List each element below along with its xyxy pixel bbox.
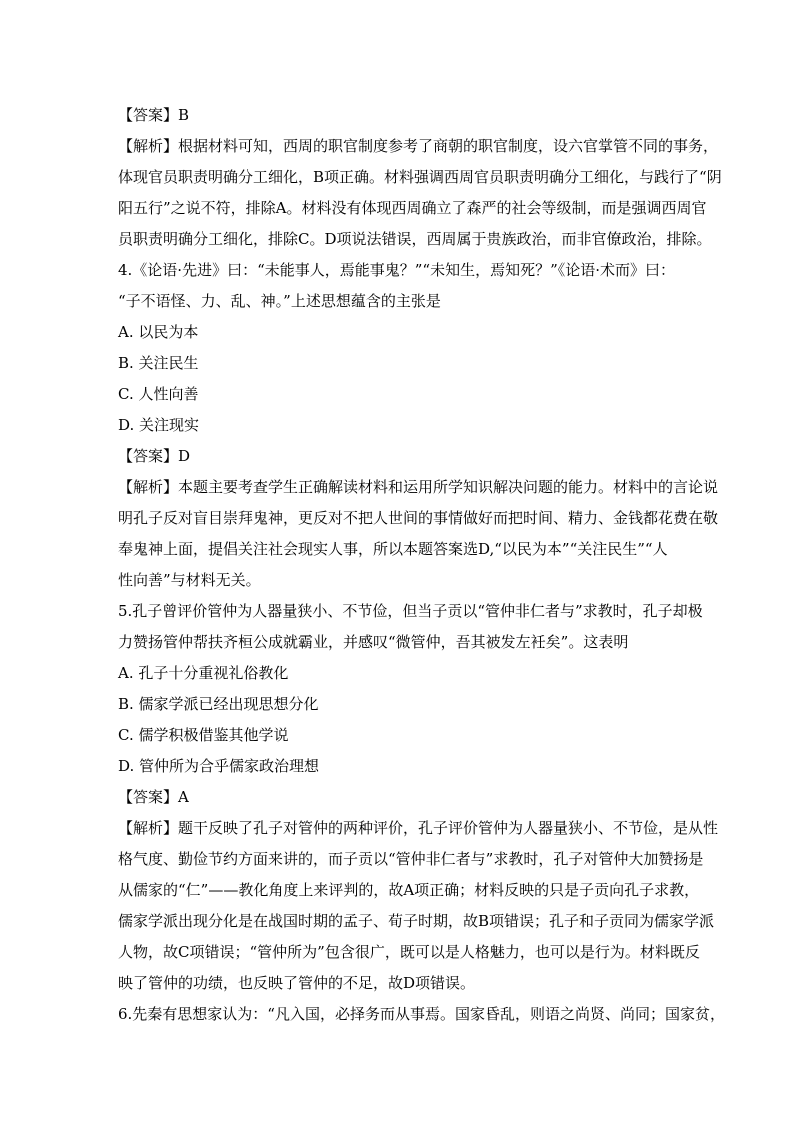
answer-line: 【答案】D [118,447,191,465]
question-5-option-b: B. 儒家学派已经出现思想分化 [118,695,319,713]
analysis-line: 格气度、勤俭节约方面来讲的，而子贡以“管仲非仁者与”求教时，孔子对管仲大加赞扬是 [118,850,704,868]
analysis-line: 奉鬼神上面，提倡关注社会现实人事，所以本题答案选D,“以民为本”“关注民生”“人 [118,540,668,558]
analysis-line: 儒家学派出现分化是在战国时期的孟子、荀子时期，故B项错误；孔子和子贡同为儒家学派 [118,912,715,930]
analysis-line: 阳五行”之说不符，排除A。材料没有体现西周确立了森严的社会等级制，而是强调西周官 [118,199,707,217]
analysis-line: 性向善”与材料无关。 [118,571,261,589]
analysis-line: 【解析】题干反映了孔子对管仲的两种评价，孔子评价管仲为人器量狭小、不节俭，是从性 [118,819,719,837]
question-5-option-d: D. 管仲所为合乎儒家政治理想 [118,757,320,775]
question-4-stem: 4.《论语·先进》曰：“未能事人，焉能事鬼？”“未知生，焉知死？”《论语·术而》曰： [118,261,676,279]
answer-line: 【答案】A [118,788,189,806]
answer-line: 【答案】B [118,106,190,124]
question-4-stem: “子不语怪、力、乱、神。”上述思想蕴含的主张是 [118,292,441,310]
question-4-option-b: B. 关注民生 [118,354,199,372]
analysis-line: 映了管仲的功绩，也反映了管仲的不足，故D项错误。 [118,974,476,992]
analysis-line: 从儒家的“仁”——教化角度上来评判的，故A项正确；材料反映的只是子贡向孔子求教， [118,881,700,899]
analysis-line: 明孔子反对盲目崇拜鬼神，更反对不把人世间的事情做好而把时间、精力、金钱都花费在敬 [118,509,719,527]
analysis-line: 【解析】根据材料可知，西周的职官制度参考了商朝的职官制度，设六官掌管不同的事务， [118,137,719,155]
question-4-option-a: A. 以民为本 [118,323,199,341]
analysis-line: 体现官员职责明确分工细化，B项正确。材料强调西周官员职责明确分工细化，与践行了“阴 [118,168,722,186]
question-4-option-c: C. 人性向善 [118,385,199,403]
analysis-line: 人物，故C项错误；“管仲所为”包含很广，既可以是人格魅力，也可以是行为。材料既反 [118,943,700,961]
analysis-line: 员职责明确分工细化，排除C。D项说法错误，西周属于贵族政治，而非官僚政治，排除。 [118,230,712,248]
question-4-option-d: D. 关注现实 [118,416,200,434]
question-5-option-a: A. 孔子十分重视礼俗教化 [118,664,289,682]
analysis-line: 【解析】本题主要考查学生正确解读材料和运用所学知识解决问题的能力。材料中的言论说 [118,478,719,496]
question-5-stem: 5.孔子曾评价管仲为人器量狭小、不节俭，但当子贡以“管仲非仁者与”求教时，孔子却极 [118,602,703,620]
question-6-stem: 6.先秦有思想家认为：“凡入国，必择务而从事焉。国家昏乱，则语之尚贤、尚同；国家贫， [118,1005,725,1023]
question-5-option-c: C. 儒学积极借鉴其他学说 [118,726,289,744]
question-5-stem: 力赞扬管仲帮扶齐桓公成就霸业，并感叹“微管仲，吾其被发左衽矣”。这表明 [118,633,629,651]
document-body [118,100,725,1030]
